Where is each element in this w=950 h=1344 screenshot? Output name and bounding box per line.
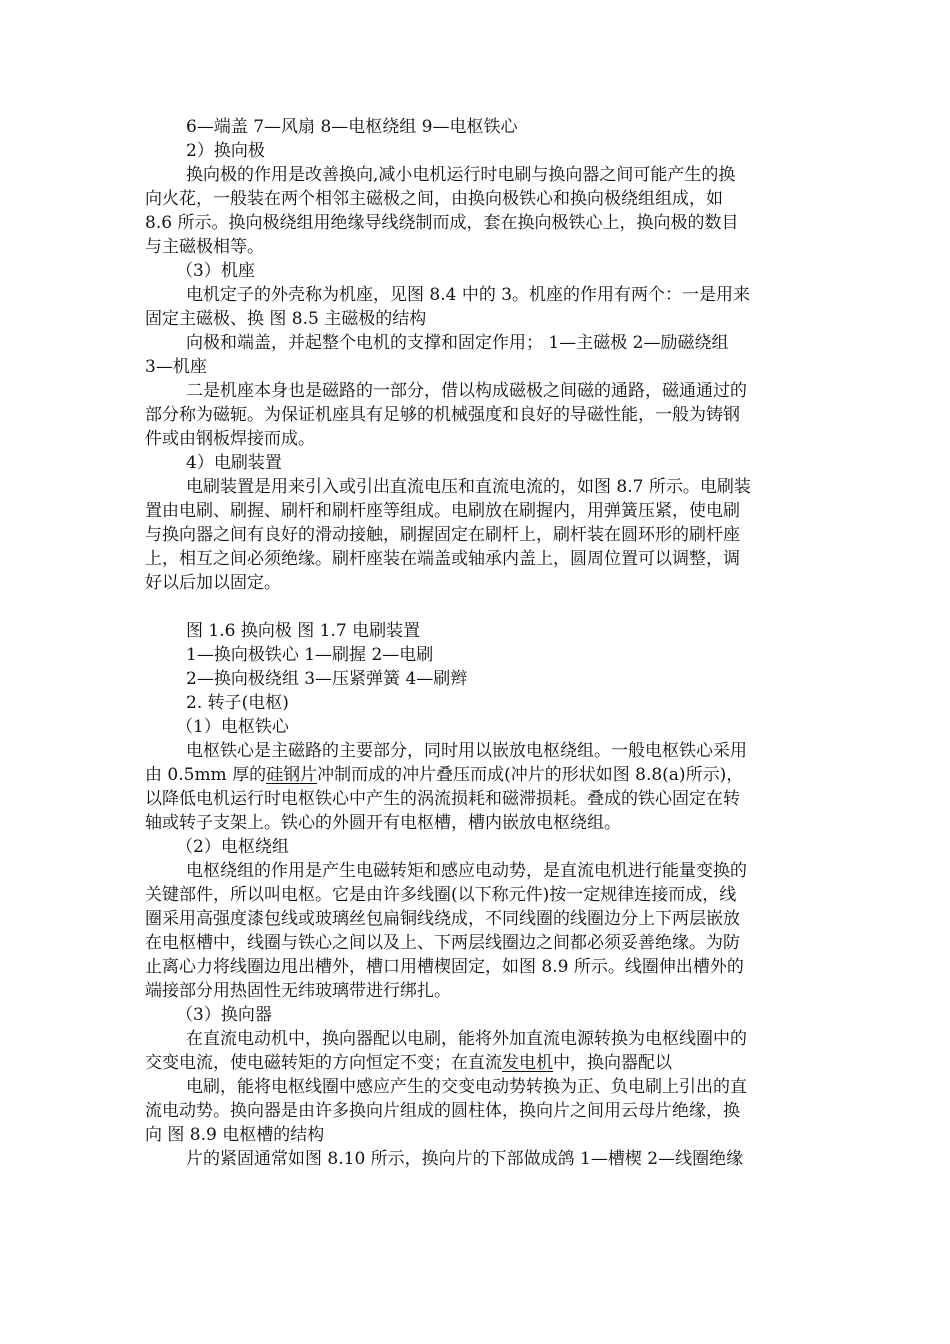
- underlined-term: 硅钢片: [266, 765, 318, 785]
- text-line: 上，相互之间必须绝缘。刷杆座装在端盖或轴承内盖上，圆周位置可以调整，调: [145, 549, 740, 569]
- text-line: 端接部分用热固性无纬玻璃带进行绑扎。: [145, 981, 451, 1001]
- text-line: 以降低电机运行时电枢铁心中产生的涡流损耗和磁滞损耗。叠成的铁心固定在转: [145, 789, 740, 809]
- text-line: 电机定子的外壳称为机座，见图 8.4 中的 3。机座的作用有两个：一是用来: [186, 285, 751, 305]
- text-segment: 交变电流，使电磁转矩的方向恒定不变；在直流: [145, 1053, 502, 1073]
- text-line: 电枢铁心是主磁路的主要部分，同时用以嵌放电枢绕组。一般电枢铁心采用: [186, 741, 747, 761]
- text-line: 圈采用高强度漆包线或玻璃丝包扁铜线绕成，不同线圈的线圈边分上下两层嵌放: [145, 909, 740, 929]
- text-line: 3—机座: [145, 357, 207, 377]
- figure-legend: 1—换向极铁心 1—刷握 2—电刷: [186, 645, 434, 665]
- section-heading: （3）机座: [176, 261, 255, 281]
- text-line: 部分称为磁轭。为保证机座具有足够的机械强度和良好的导磁性能，一般为铸钢: [145, 405, 740, 425]
- text-line: 好以后加以固定。: [145, 573, 281, 593]
- text-segment: 由 0.5mm 厚的: [145, 765, 267, 785]
- text-line: [145, 1051, 672, 1075]
- section-heading: 2）换向极: [186, 141, 265, 161]
- text-line: 向火花，一般装在两个相邻主磁极之间，由换向极铁心和换向极绕组组成，如: [145, 189, 723, 209]
- text-line: 电刷，能将电枢线圈中感应产生的交变电动势转换为正、负电刷上引出的直: [186, 1077, 747, 1097]
- section-heading: （3）换向器: [176, 1005, 272, 1025]
- figure-caption: 图 1.6 换向极 图 1.7 电刷装置: [186, 621, 421, 641]
- figure-legend: 2—换向极绕组 3—压紧弹簧 4—刷辫: [186, 669, 468, 689]
- text-line: 与换向器之间有良好的滑动接触，刷握固定在刷杆上，刷杆装在圆环形的刷杆座: [145, 525, 740, 545]
- text-line: 固定主磁极、换 图 8.5 主磁极的结构: [145, 309, 427, 329]
- text-line: 流电动势。换向器是由许多换向片组成的圆柱体，换向片之间用云母片绝缘，换: [145, 1101, 740, 1121]
- underlined-term: 发电机: [502, 1053, 553, 1073]
- text-line: 件或由钢板焊接而成。: [145, 429, 315, 449]
- text-line: 关键部件，所以叫电枢。它是由许多线圈(以下称元件)按一定规律连接而成，线: [145, 885, 737, 905]
- section-heading: （2）电枢绕组: [176, 837, 289, 857]
- section-heading: 4）电刷装置: [186, 453, 282, 473]
- text-line: 8.6 所示。换向极绕组用绝缘导线绕制而成，套在换向极铁心上，换向极的数目: [145, 213, 739, 233]
- text-line: 二是机座本身也是磁路的一部分，借以构成磁极之间磁的通路，磁通通过的: [186, 381, 747, 401]
- text-line: 与主磁极相等。: [145, 237, 264, 257]
- text-line: 向 图 8.9 电枢槽的结构: [145, 1125, 325, 1145]
- text-line: 换向极的作用是改善换向,减小电机运行时电刷与换向器之间可能产生的换: [186, 165, 736, 185]
- text-line: 6—端盖 7—风扇 8—电枢绕组 9—电枢铁心: [186, 117, 518, 137]
- text-line: [145, 763, 743, 787]
- text-line: 在电枢槽中，线圈与铁心之间以及上、下两层线圈边之间都必须妥善绝缘。为防: [145, 933, 740, 953]
- text-line: 止离心力将线圈边甩出槽外，槽口用槽楔固定，如图 8.9 所示。线圈伸出槽外的: [145, 957, 744, 977]
- text-line: 向极和端盖，并起整个电机的支撑和固定作用； 1—主磁极 2—励磁绕组: [186, 333, 729, 353]
- text-line: 轴或转子支架上。铁心的外圆开有电枢槽，槽内嵌放电枢绕组。: [145, 813, 621, 833]
- text-line: 片的紧固通常如图 8.10 所示，换向片的下部做成鸽 1—槽楔 2—线圈绝缘: [186, 1149, 744, 1169]
- section-heading: （1）电枢铁心: [176, 717, 289, 737]
- text-segment: 冲制而成的冲片叠压而成(冲片的形状如图 8.8(a)所示)，: [317, 765, 744, 785]
- text-line: 置由电刷、刷握、刷杆和刷杆座等组成。电刷放在刷握内，用弹簧压紧，使电刷: [145, 501, 740, 521]
- text-line: 在直流电动机中，换向器配以电刷，能将外加直流电源转换为电枢线圈中的: [186, 1029, 747, 1049]
- section-heading: 2. 转子(电枢): [186, 693, 289, 713]
- text-line: 电枢绕组的作用是产生电磁转矩和感应电动势，是直流电机进行能量变换的: [186, 861, 747, 881]
- text-segment: 中，换向器配以: [553, 1053, 672, 1073]
- text-line: 电刷装置是用来引入或引出直流电压和直流电流的，如图 8.7 所示。电刷装: [186, 477, 751, 497]
